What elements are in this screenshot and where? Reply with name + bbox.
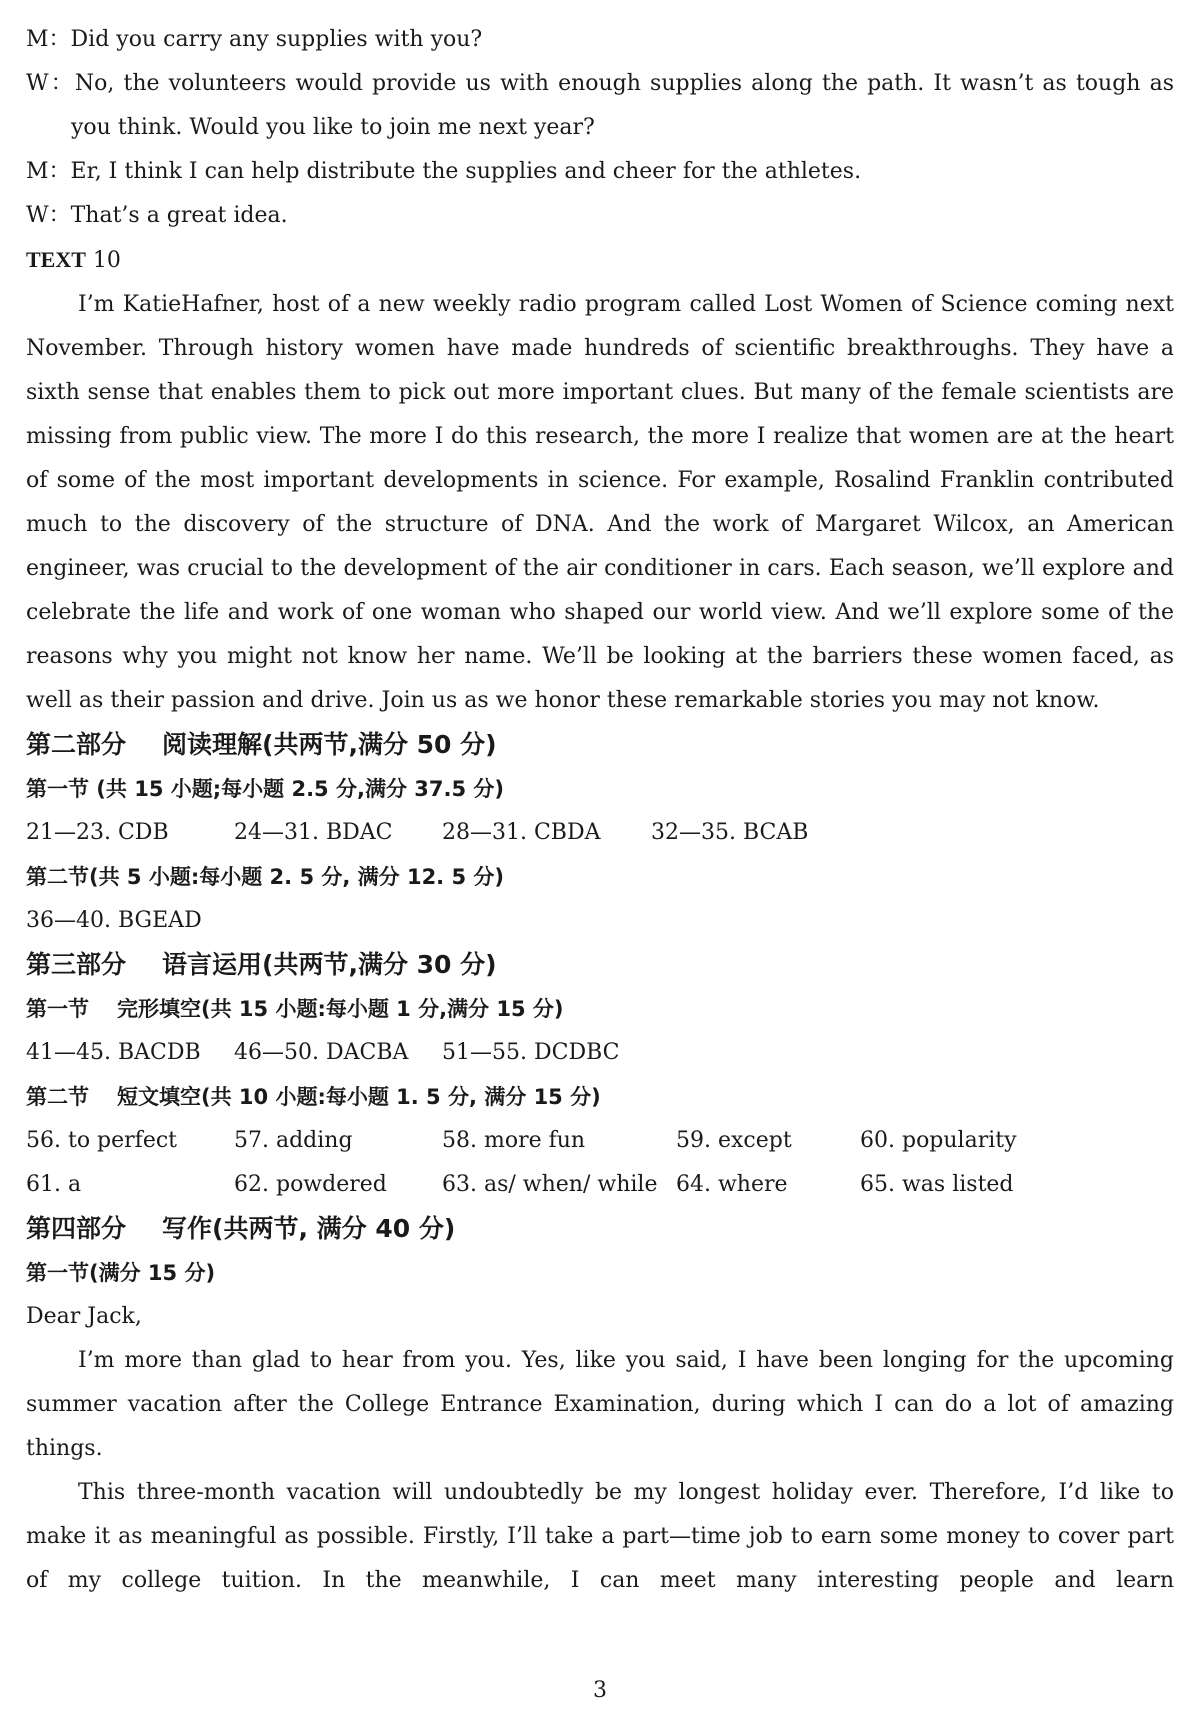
dialogue-text: Er, I think I can help distribute the supplies and cheer for the athletes. bbox=[70, 159, 862, 184]
dialogue-line bbox=[26, 150, 1174, 194]
dialogue-line bbox=[26, 194, 1174, 238]
speaker-label: W： bbox=[26, 71, 75, 96]
answer-group: 28—31. CBDA bbox=[442, 820, 601, 845]
answer-item: 64. where bbox=[676, 1172, 788, 1197]
part-3-title: 第三部分 bbox=[26, 950, 127, 979]
answer-item: 57. adding bbox=[234, 1128, 353, 1153]
answer-item: 58. more fun bbox=[442, 1128, 586, 1153]
document-page bbox=[26, 18, 1174, 1603]
section-title: 第一节 bbox=[26, 997, 89, 1021]
answer-item: 63. as/ when/ while bbox=[442, 1172, 658, 1197]
section-subtitle: 完形填空(共 15 小题:每小题 1 分,满分 15 分) bbox=[117, 997, 564, 1021]
dialogue-text: No, the volunteers would provide us with enough supplies along the path. It wasn’t as tough as you think. Would you like to join me next year? bbox=[71, 71, 1174, 140]
text-label: TEXT bbox=[26, 247, 86, 272]
part-3-section-2-heading bbox=[26, 1075, 1174, 1119]
speaker-label: M： bbox=[26, 27, 71, 52]
answer-item: 61. a bbox=[26, 1172, 82, 1197]
part-2-title: 第二部分 bbox=[26, 730, 127, 759]
answer-row bbox=[26, 1163, 1174, 1207]
answer-row bbox=[26, 899, 1174, 943]
text-number: 10 bbox=[92, 248, 121, 273]
answer-item: 60. popularity bbox=[860, 1128, 1017, 1153]
answer-row bbox=[26, 1031, 1174, 1075]
dialogue-line bbox=[26, 62, 1174, 150]
speaker-label: W： bbox=[26, 203, 71, 228]
answer-group: 36—40. BGEAD bbox=[26, 908, 202, 933]
section-subtitle: 短文填空(共 10 小题:每小题 1. 5 分, 满分 15 分) bbox=[117, 1085, 601, 1109]
part-2-section-1-heading: 第一节 (共 15 小题;每小题 2.5 分,满分 37.5 分) bbox=[26, 777, 504, 801]
part-4-section-1-heading: 第一节(满分 15 分) bbox=[26, 1261, 216, 1285]
answer-group: 46—50. DACBA bbox=[234, 1040, 409, 1065]
answer-group: 41—45. BACDB bbox=[26, 1040, 201, 1065]
dialogue-text: Did you carry any supplies with you? bbox=[70, 27, 483, 52]
answer-item: 59. except bbox=[676, 1128, 792, 1153]
part-3-section-1-heading bbox=[26, 987, 1174, 1031]
speaker-label: M： bbox=[26, 159, 71, 184]
part-2-section-2-heading: 第二节(共 5 小题:每小题 2. 5 分, 满分 12. 5 分) bbox=[26, 865, 504, 889]
answer-row bbox=[26, 1119, 1174, 1163]
answer-row bbox=[26, 811, 1174, 855]
letter-salutation: Dear Jack, bbox=[26, 1304, 142, 1329]
part-3-heading bbox=[26, 943, 1174, 987]
answer-group: 32—35. BCAB bbox=[651, 820, 809, 845]
part-2-heading bbox=[26, 723, 1174, 767]
answer-item: 56. to perfect bbox=[26, 1128, 178, 1153]
dialogue-text: That’s a great idea. bbox=[70, 203, 288, 228]
answer-group: 51—55. DCDBC bbox=[442, 1040, 620, 1065]
letter-paragraph: I’m more than glad to hear from you. Yes, like you said, I have been longing for the upcoming summer vacation after the College Entrance Examination, during which I can do a lot of amazing things. bbox=[26, 1348, 1174, 1461]
part-3-subtitle: 语言运用(共两节,满分 30 分) bbox=[162, 950, 497, 979]
text-10-heading bbox=[26, 238, 1174, 283]
section-title: 第二节 bbox=[26, 1085, 89, 1109]
part-4-title: 第四部分 bbox=[26, 1214, 127, 1243]
answer-item: 62. powdered bbox=[234, 1172, 387, 1197]
part-2-subtitle: 阅读理解(共两节,满分 50 分) bbox=[162, 730, 497, 759]
text-10-paragraph: I’m KatieHafner, host of a new weekly radio program called Lost Women of Science coming next November. Through history women have made hundreds of scientific breakthroughs. They have a sixth sense that enables them to pick out more important clues. But many of the female scientists are missing from public view. The more I do this research, the more I realize that women are at the heart of some of the most important developments in science. For example, Rosalind Franklin contributed much to the discovery of the structure of DNA. And the work of Margaret Wilcox, an American engineer, was crucial to the development of the air conditioner in cars. Each season, we’ll explore and celebrate the life and work of one woman who shaped our world view. And we’ll explore some of the reasons why you might not know her name. We’ll be looking at the barriers these women faced, as well as their passion and drive. Join us as we honor these remarkable stories you may not know. bbox=[26, 292, 1174, 713]
answer-group: 21—23. CDB bbox=[26, 820, 169, 845]
answer-item: 65. was listed bbox=[860, 1172, 1014, 1197]
letter-paragraph: This three-month vacation will undoubtedly be my longest holiday ever. Therefore, I’d like to make it as meaningful as possible. Firstly, I’ll take a part—time job to earn some money to cover part of my college tuition. In the meanwhile, I can meet many interesting people and learn bbox=[26, 1480, 1174, 1593]
page-number: 3 bbox=[593, 1678, 607, 1703]
part-4-heading bbox=[26, 1207, 1174, 1251]
dialogue-line bbox=[26, 18, 1174, 62]
part-4-subtitle: 写作(共两节, 满分 40 分) bbox=[162, 1214, 456, 1243]
answer-group: 24—31. BDAC bbox=[234, 820, 393, 845]
